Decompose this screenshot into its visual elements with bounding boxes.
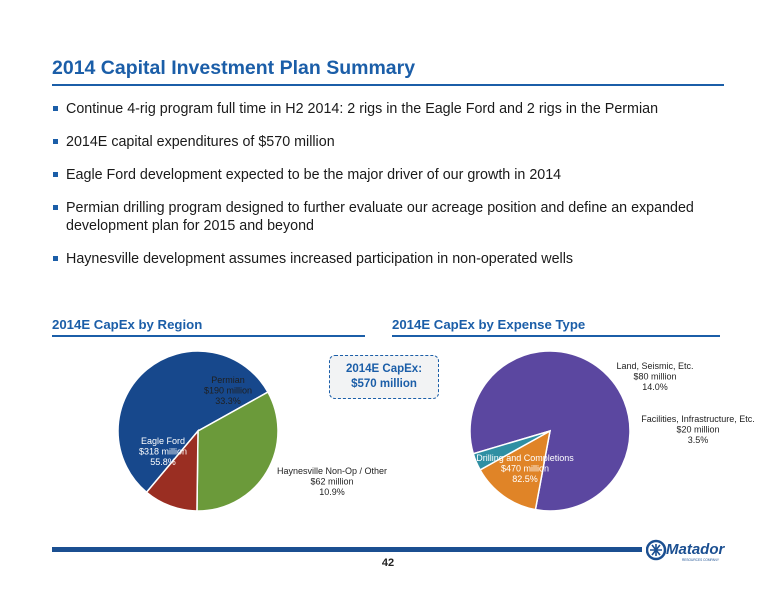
- slice-label-region-3: Haynesville Non-Op / Other $62 million 10.9%: [276, 466, 388, 497]
- bullet-text: Haynesville development assumes increased participation in non-operated wells: [66, 251, 574, 267]
- slice-label-expense-3: Facilities, Infrastructure, Etc. $20 million 3.5%: [641, 414, 755, 445]
- region-chart-heading: 2014E CapEx by Region: [52, 317, 203, 332]
- logo-wordmark: Matador: [666, 541, 725, 558]
- bullet-text: Continue 4-rig program full time in H2 2014: 2 rigs in the Eagle Ford and 2 rigs in the Permian: [66, 101, 659, 117]
- bullet-text: Permian drilling program designed to further evaluate our acreage position and define an expanded development plan for 2015 and beyond: [66, 200, 694, 234]
- page-number: 42: [381, 557, 395, 569]
- bullet-text: Eagle Ford development expected to be the major driver of our growth in 2014: [66, 167, 562, 183]
- callout-line-1: 2014E CapEx:: [345, 363, 423, 375]
- logo-tagline: RESOURCES COMPANY: [682, 558, 719, 562]
- slice-label-expense-1: Drilling and Completions $470 million 82.5%: [476, 453, 574, 484]
- slice-label-expense-2: Land, Seismic, Etc. $80 million 14.0%: [616, 361, 694, 392]
- page-title: 2014 Capital Investment Plan Summary: [52, 57, 416, 79]
- footer-bar: [52, 547, 642, 552]
- slice-label-region-1: Eagle Ford $318 million 55.8%: [138, 436, 188, 467]
- expense-chart-heading: 2014E CapEx by Expense Type: [392, 317, 586, 332]
- matador-logo-icon: [646, 528, 730, 572]
- slice-label-region-2: Permian $190 million 33.3%: [203, 375, 253, 406]
- callout-line-2: $570 million: [351, 378, 417, 390]
- bullet-text: 2014E capital expenditures of $570 million: [66, 134, 335, 150]
